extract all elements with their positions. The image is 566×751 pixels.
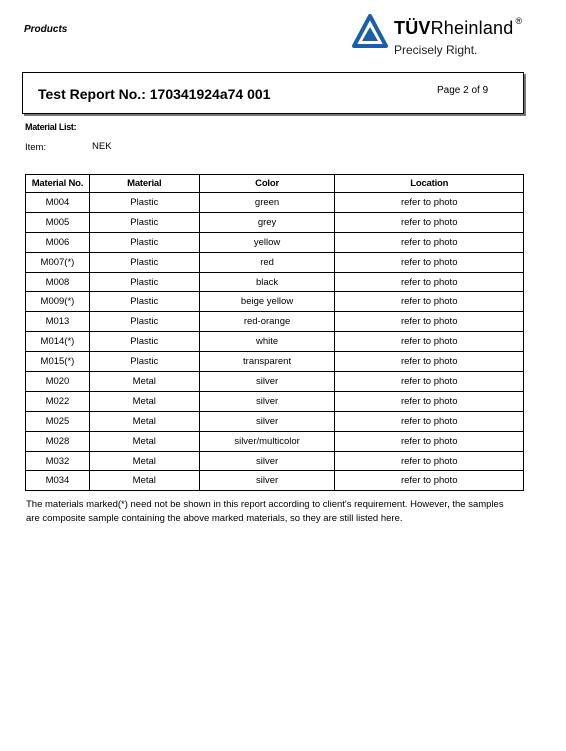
table-row bbox=[26, 332, 524, 352]
table-cell: Metal bbox=[89, 391, 199, 411]
table-cell: M034 bbox=[26, 471, 90, 491]
table-row bbox=[26, 212, 524, 232]
column-header: Color bbox=[199, 175, 335, 193]
table-row bbox=[26, 471, 524, 491]
table-cell: red-orange bbox=[199, 312, 335, 332]
brand-name bbox=[394, 18, 522, 39]
table-row bbox=[26, 252, 524, 272]
triangle-logo-icon bbox=[352, 14, 388, 48]
table-cell: transparent bbox=[199, 352, 335, 372]
table-cell: Plastic bbox=[89, 352, 199, 372]
table-cell: Plastic bbox=[89, 292, 199, 312]
table-row bbox=[26, 391, 524, 411]
table-cell: silver bbox=[199, 471, 335, 491]
table-cell: refer to photo bbox=[335, 272, 524, 292]
table-cell: silver bbox=[199, 391, 335, 411]
column-header: Location bbox=[335, 175, 524, 193]
table-cell: refer to photo bbox=[335, 391, 524, 411]
table-row bbox=[26, 272, 524, 292]
table-cell: refer to photo bbox=[335, 431, 524, 451]
table-cell: refer to photo bbox=[335, 292, 524, 312]
table-cell: M025 bbox=[26, 411, 90, 431]
table-row bbox=[26, 451, 524, 471]
table-header-row bbox=[26, 175, 524, 193]
table-cell: refer to photo bbox=[335, 352, 524, 372]
registered-mark: ® bbox=[515, 16, 523, 26]
table-cell: M004 bbox=[26, 193, 90, 213]
table-cell: M015(*) bbox=[26, 352, 90, 372]
table-cell: Metal bbox=[89, 471, 199, 491]
table-cell: red bbox=[199, 252, 335, 272]
brand-prefix: TÜV bbox=[394, 18, 431, 38]
table-row bbox=[26, 372, 524, 392]
table-cell: Plastic bbox=[89, 312, 199, 332]
table-cell: M009(*) bbox=[26, 292, 90, 312]
item-label: Item: bbox=[25, 142, 47, 153]
table-cell: refer to photo bbox=[335, 411, 524, 431]
table-cell: Metal bbox=[89, 431, 199, 451]
table-row bbox=[26, 411, 524, 431]
table-cell: M007(*) bbox=[26, 252, 90, 272]
table-cell: M006 bbox=[26, 232, 90, 252]
table-cell: M008 bbox=[26, 272, 90, 292]
table-cell: M020 bbox=[26, 372, 90, 392]
table-cell: M005 bbox=[26, 212, 90, 232]
table-cell: Metal bbox=[89, 451, 199, 471]
table-cell: Plastic bbox=[89, 272, 199, 292]
table-cell: beige yellow bbox=[199, 292, 335, 312]
table-cell: Plastic bbox=[89, 252, 199, 272]
table-row bbox=[26, 292, 524, 312]
table-cell: grey bbox=[199, 212, 335, 232]
table-cell: silver bbox=[199, 372, 335, 392]
table-cell: refer to photo bbox=[335, 212, 524, 232]
table-cell: Plastic bbox=[89, 232, 199, 252]
tagline: Precisely Right. bbox=[394, 43, 478, 57]
material-table bbox=[25, 174, 524, 491]
table-cell: Metal bbox=[89, 411, 199, 431]
table-cell: refer to photo bbox=[335, 372, 524, 392]
table-cell: M032 bbox=[26, 451, 90, 471]
table-cell: Plastic bbox=[89, 332, 199, 352]
table-cell: white bbox=[199, 332, 335, 352]
table-cell: refer to photo bbox=[335, 471, 524, 491]
table-cell: M028 bbox=[26, 431, 90, 451]
table-cell: silver bbox=[199, 451, 335, 471]
section-label: Products bbox=[24, 24, 68, 35]
table-cell: refer to photo bbox=[335, 232, 524, 252]
table-row bbox=[26, 312, 524, 332]
table-cell: M022 bbox=[26, 391, 90, 411]
report-title: Test Report No.: 170341924a74 001 bbox=[38, 86, 271, 102]
table-cell: yellow bbox=[199, 232, 335, 252]
table-cell: M014(*) bbox=[26, 332, 90, 352]
brand-suffix: Rheinland bbox=[430, 18, 514, 38]
table-cell: green bbox=[199, 193, 335, 213]
table-cell: Plastic bbox=[89, 193, 199, 213]
footnote: The materials marked(*) need not be shown in this report according to client's requirement. However, the samples are composite sample containing the above marked materials, so they are still listed here. bbox=[26, 499, 504, 524]
column-header: Material bbox=[89, 175, 199, 193]
page-number: Page 2 of 9 bbox=[437, 85, 489, 96]
table-cell: M013 bbox=[26, 312, 90, 332]
table-cell: silver bbox=[199, 411, 335, 431]
column-header: Material No. bbox=[26, 175, 90, 193]
table-cell: refer to photo bbox=[335, 451, 524, 471]
table-row bbox=[26, 193, 524, 213]
table-cell: Metal bbox=[89, 372, 199, 392]
table-row bbox=[26, 232, 524, 252]
table-cell: silver/multicolor bbox=[199, 431, 335, 451]
table-cell: refer to photo bbox=[335, 332, 524, 352]
table-row bbox=[26, 352, 524, 372]
table-cell: Plastic bbox=[89, 212, 199, 232]
item-value: NEK bbox=[92, 141, 112, 152]
table-cell: black bbox=[199, 272, 335, 292]
table-cell: refer to photo bbox=[335, 193, 524, 213]
table-cell: refer to photo bbox=[335, 252, 524, 272]
table-row bbox=[26, 431, 524, 451]
table-cell: refer to photo bbox=[335, 312, 524, 332]
material-list-heading: Material List: bbox=[25, 122, 77, 132]
tuv-logo bbox=[352, 12, 542, 60]
report-header-box bbox=[22, 72, 524, 114]
